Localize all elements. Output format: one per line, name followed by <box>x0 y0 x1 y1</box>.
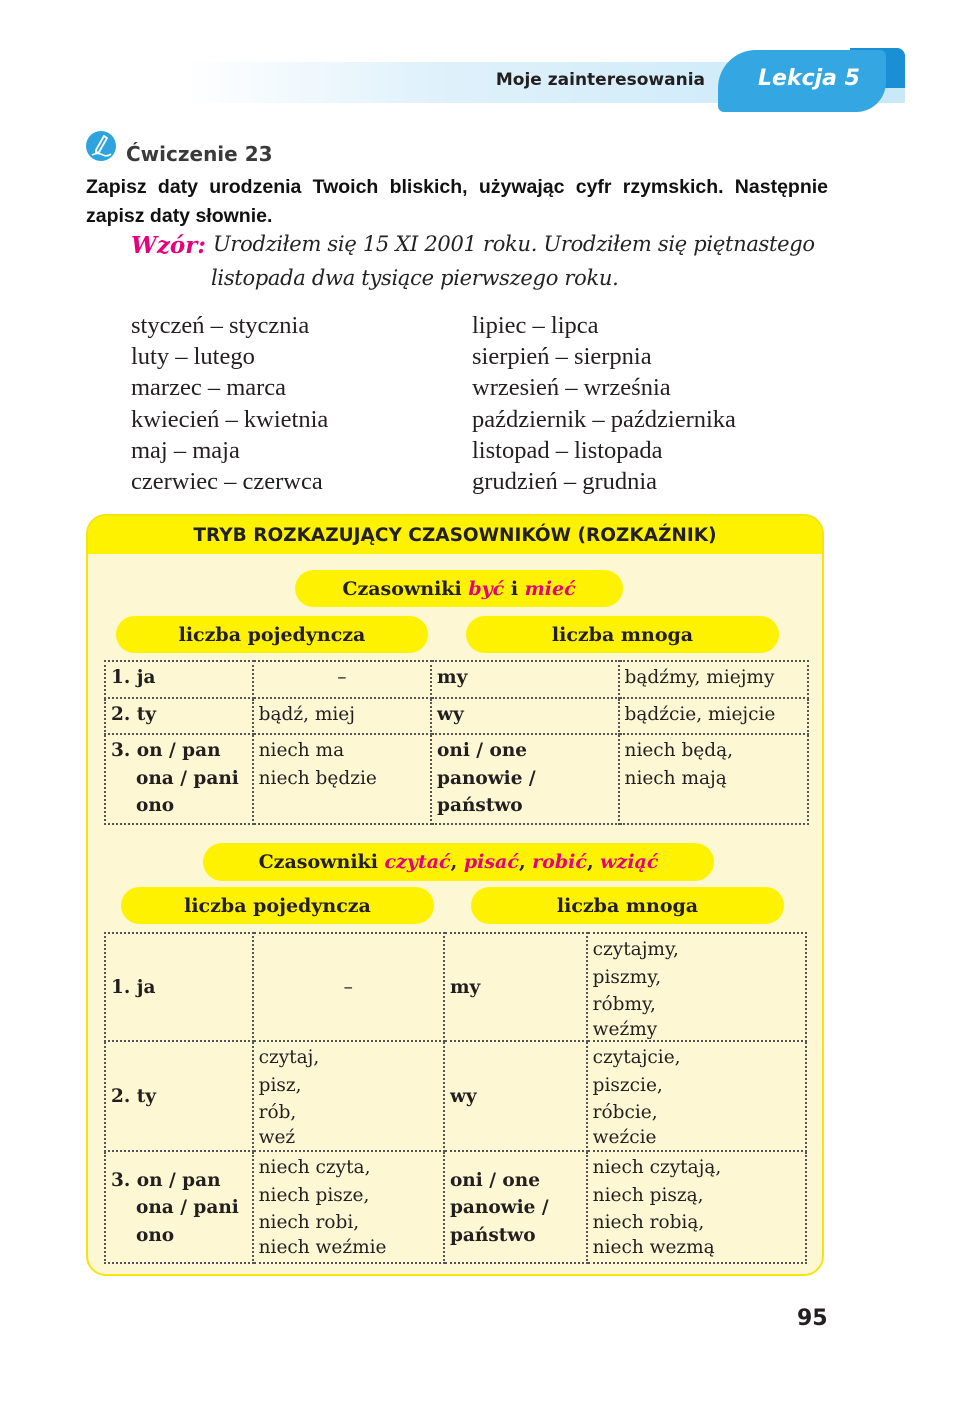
section-title: Moje zainteresowania <box>495 70 705 90</box>
plural-form-cell: niech czytają, niech piszą, niech robią, niech wezmą <box>587 1151 806 1263</box>
plural-form-cell: bądźcie, miejcie <box>619 698 808 734</box>
page-number: 95 <box>797 1306 828 1331</box>
singular-form-cell: niech ma niech będzie <box>253 734 431 824</box>
section2-singular-pill: liczba pojedyncza <box>121 887 434 924</box>
verb-highlight: być <box>468 578 505 600</box>
section2-plural-pill: liczba mnoga <box>471 887 784 924</box>
month-item: sierpień – sierpnia <box>472 343 652 371</box>
person-cell: oni / one panowie / państwo <box>431 734 619 824</box>
example-label: Wzór: <box>131 232 206 259</box>
month-item: czerwiec – czerwca <box>131 468 323 496</box>
table-row <box>105 698 808 734</box>
table-row <box>105 1151 806 1263</box>
month-item: styczeń – stycznia <box>131 312 310 339</box>
singular-form-cell: – <box>253 661 431 698</box>
person-cell: 2. ty <box>105 698 253 734</box>
grammar-box-header <box>88 516 822 554</box>
table-row <box>105 933 806 1041</box>
person-cell: wy <box>431 698 619 734</box>
month-item: październik – października <box>472 405 736 433</box>
plural-form-cell: czytajmy, piszmy, róbmy, weźmy <box>587 933 806 1041</box>
plural-form-cell: niech będą, niech mają <box>619 734 808 824</box>
plural-form-cell: bądźmy, miejmy <box>619 661 808 698</box>
singular-form-cell: – <box>253 933 444 1041</box>
example-line-2: listopada dwa tysiące pierwszego roku. <box>211 266 619 290</box>
month-item: lipiec – lipca <box>472 312 599 339</box>
verb-highlight: wziąć <box>600 851 659 873</box>
lesson-tab <box>718 50 886 112</box>
verb-highlight: mieć <box>524 578 576 600</box>
verb-highlight: robić <box>532 851 587 873</box>
verb-highlight: czytać <box>384 851 451 873</box>
singular-form-cell: bądź, miej <box>253 698 431 734</box>
person-cell: 1. ja <box>105 661 253 698</box>
example-line-1: Urodziłem się 15 XI 2001 roku. Urodziłem się piętnastego <box>213 232 815 256</box>
table-row <box>105 661 808 698</box>
section1-table <box>104 660 809 825</box>
month-item: marzec – marca <box>131 374 287 402</box>
person-cell: 3. on / pan ona / pani ono <box>105 1151 253 1263</box>
table-row <box>105 1041 806 1151</box>
months-list-right <box>472 310 736 497</box>
month-item: listopad – listopada <box>472 436 663 464</box>
month-item: maj – maja <box>131 436 240 464</box>
person-cell: 2. ty <box>105 1041 253 1151</box>
person-cell: 1. ja <box>105 933 253 1041</box>
section1-singular-pill: liczba pojedyncza <box>116 616 428 653</box>
grammar-box-title: TRYB ROZKAZUJĄCY CZASOWNIKÓW (ROZKAŹNIK) <box>193 525 717 546</box>
person-cell: my <box>444 933 587 1041</box>
person-cell: wy <box>444 1041 587 1151</box>
exercise-instruction: Zapisz daty urodzenia Twoich bliskich, używając cyfr rzymskich. Następnie zapisz daty słownie. <box>86 176 828 227</box>
person-cell: 3. on / pan ona / pani ono <box>105 734 253 824</box>
section2-heading: Czasowniki czytać, pisać, robić, wziąć <box>203 843 714 881</box>
plural-form-cell: czytajcie, piszcie, róbcie, weźcie <box>587 1041 806 1151</box>
person-cell: my <box>431 661 619 698</box>
section1-heading: Czasowniki być i mieć <box>295 570 623 607</box>
exercise-title: Ćwiczenie 23 <box>126 142 273 166</box>
month-item: kwiecień – kwietnia <box>131 405 329 433</box>
month-item: luty – lutego <box>131 343 255 371</box>
table-row <box>105 734 808 824</box>
section2-table <box>104 932 807 1264</box>
section1-plural-pill: liczba mnoga <box>466 616 779 653</box>
singular-form-cell: niech czyta, niech pisze, niech robi, niech weźmie <box>253 1151 444 1263</box>
months-list-left <box>131 310 328 497</box>
month-item: grudzień – grudnia <box>472 468 658 496</box>
month-item: wrzesień – września <box>472 374 671 402</box>
person-cell: oni / one panowie / państwo <box>444 1151 587 1263</box>
pencil-icon <box>86 131 116 161</box>
verb-highlight: pisać <box>463 851 519 873</box>
singular-form-cell: czytaj, pisz, rób, weź <box>253 1041 444 1151</box>
lesson-tab-label: Lekcja 5 <box>758 66 860 91</box>
